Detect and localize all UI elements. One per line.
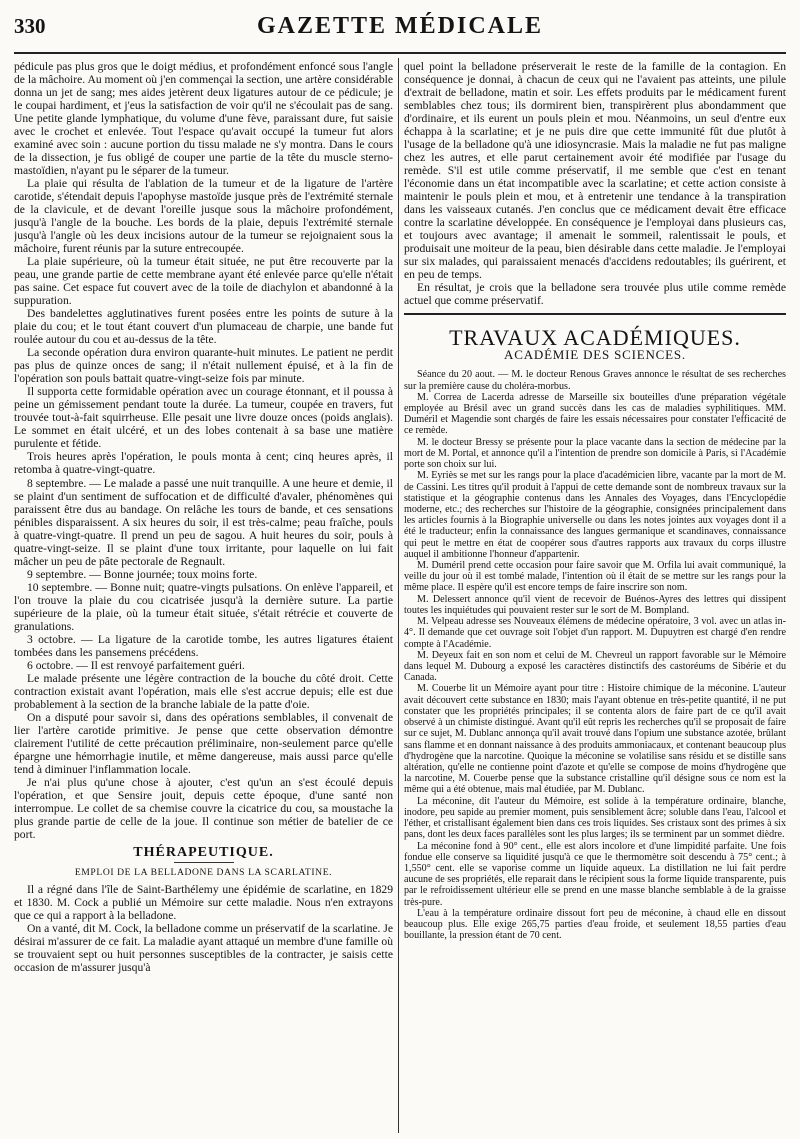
body-paragraph: Il a régné dans l'île de Saint-Barthélemy une épidémie de scarlatine, en 1829 et 1830. M. Cock a publié un Mémoire sur cette maladie. Nous n'en extrayons que ce qui a rapport à la belladone. bbox=[14, 882, 393, 922]
page-number: 330 bbox=[14, 14, 46, 38]
section-title-rule bbox=[174, 862, 234, 863]
small-paragraph: M. Deyeux fait en son nom et celui de M. Chevreul un rapport favorable sur le Mémoire dans lequel M. Dubourg a exposé les caractères distinctifs des castoréums de Sibérie et du Canada. bbox=[404, 649, 786, 684]
small-paragraph: M. Duméril prend cette occasion pour faire savoir que M. Orfila lui avait communiqué, la veille du jour où il est tombé malade, l'intention où il était de se mettre sur les rangs pour la même place. Il espère qu'il est encore temps de faire inscrire son nom. bbox=[404, 560, 786, 594]
section-subtitle: EMPLOI DE LA BELLADONE DANS LA SCARLATINE. bbox=[74, 866, 333, 878]
small-paragraph: M. Velpeau adresse ses Nouveaux élémens de médecine opératoire, 3 vol. avec un atlas in-4°. Il demande que cet ouvrage soit l'objet d'un rapport. M. Dupuytren est chargé d'en rendre compte à l'Académie. bbox=[404, 616, 786, 650]
journal-title: GAZETTE MÉDICALE bbox=[256, 13, 544, 39]
small-paragraph: M. Correa de Lacerda adresse de Marseille six bouteilles d'une préparation végétale employée au Brésil avec un grand succès dans les cas de maladies syphilitiques. MM. Duméril et Magendie sont chargés de faire les essais nécessaires pour constater l'efficacité de ce remède. bbox=[404, 391, 786, 437]
body-paragraph: Le malade présente une légère contraction de la bouche du côté droit. Cette contraction existait avant l'opération, mais elle s'est accrue depuis; elle est due probablement à la section de la branche labiale de la patte d'oie. bbox=[14, 671, 393, 711]
small-paragraph: La méconine fond à 90° cent., elle est alors incolore et d'une limpidité parfaite. Une fois fondue elle conserve sa liquidité jusqu'à ce que le thermomètre soit descendu à 75° cent.; à 1,550° cent. elle se vaporise comme un liquide aqueux. La distillation ne lui fait perdre aucune de ses propriétés, elle reparait dans le récipient sous la forme liquide transparente, puis par le refroidissement ultérieur elle se prend en une masse blanche semblable à de la graisse très-pure. bbox=[404, 840, 786, 908]
small-paragraph: L'eau à la température ordinaire dissout fort peu de méconine, à chaud elle en dissout beaucoup plus. Elle exige 265,75 parties d'eau froide, et seulement 18,55 parties d'eau bouillante, la pression étant de 70 cent. bbox=[404, 907, 786, 942]
body-paragraph: 6 octobre. — Il est renvoyé parfaitement guéri. bbox=[27, 658, 245, 672]
academy-proceedings bbox=[404, 369, 786, 941]
body-paragraph: quel point la belladone préserverait le reste de la famille de la contagion. En conséquence je donnai, à chacun de ceux qui ne l'avaient pas atteints, une pilule d'extrait de belladone, matin et soir. Les effets produits par le médicament furent semblables chez tous; ils dormirent bien, transpirèrent plus abondamment que d'ordinaire, et ils eurent un pouls plein et mou. Néanmoins, un seul d'entre eux échappa à la scarlatine; et je ne puis dire que cette immunité fût due plutôt à l'usage de la belladone qu'à une idiosyncrasie. Mais la maladie ne fut pas maligne chez les autres, et elle parut certainement avoir été modifiée par l'usage du remède. S'il est utile comme préservatif, il me semble que c'est en tenant l'économie dans un état incompatible avec la scarlatine; et cette action consiste à maintenir le pouls plein et mou, et à entretenir une tendance à la transpiration dans les vaisseaux cutanés. J'en conclus que ce médicament devait être efficace contre la scarlatine développée. En conséquence je l'employai dans plusieurs cas, et toujours avec avantage; il amenait le sommeil, ralentissait le pouls, et produisait une moiteur de la peau, bien désirable dans cette maladie. Je l'employai sur six malades, qui paraissaient menacés d'accidens redoutables; ils guérirent, et en peu de temps. bbox=[404, 60, 786, 282]
body-paragraph: pédicule pas plus gros que le doigt médius, et profondément enfoncé sous l'angle de la mâchoire. Au moment où j'en commençai la section, une artère considérable donna un jet de sang; mes aides jetèrent deux ligatures autour de ce pédicule; je le coupai hardiment, et j'eus la satisfaction de voir qu'il ne s'écoulait pas de sang. Une petite glande lymphatique, du volume d'une fève, paraissant dure, fut saisie avec le crochet et enlevée. Tout l'espace qu'avait occupé la tumeur fut alors examiné avec soin : aucune portion du tissu malade ne s'y montra. Dans le cours de la dissection, je fus obligé de couper une partie de la tête du muscle sterno-mastoïdien, n'ayant pu le séparer de la tumeur. bbox=[14, 60, 393, 178]
body-paragraph: Je n'ai plus qu'une chose à ajouter, c'est qu'un an s'est écoulé depuis l'opération, et que Sensire jouit, depuis cette époque, d'une santé non interrompue. Le collet de sa chemise couvre la cicatrice du cou, sa moustache la plus grande partie de celle de la joue. Il continue son métier de batelier de ce port. bbox=[14, 775, 393, 841]
left-column bbox=[14, 60, 393, 1133]
body-paragraph: 3 octobre. — La ligature de la carotide tombe, les autres ligatures étaient tombées dans les pansemens précédens. bbox=[14, 632, 393, 659]
small-paragraph: Séance du 20 aout. — M. le docteur Renous Graves annonce le résultat de ses recherches sur la première cause du choléra-morbus. bbox=[404, 369, 786, 392]
body-paragraph: La seconde opération dura environ quarante-huit minutes. Le patient ne perdit pas plus de quinze onces de sang; il n'était nullement épuisé, et à la fin de l'opération son pouls battait quatre-vingt-seize fois par minute. bbox=[14, 346, 393, 386]
section-title bbox=[14, 846, 393, 863]
section-heading: ACADÉMIE DES SCIENCES. bbox=[504, 347, 686, 363]
page-header bbox=[14, 8, 786, 48]
body-paragraph: On a vanté, dit M. Cock, la belladone comme un préservatif de la scarlatine. Je désirai m'assurer de ce fait. La maladie ayant attaqué un membre d'une famille où se trouvaient sept ou huit personnes susceptibles de la contracter, je saisis cette occasion de m'assurer jusqu'à bbox=[14, 922, 393, 975]
body-paragraph: Il supporta cette formidable opération avec un courage étonnant, et il poussa à peine un gémissement pendant toute la durée. La tumeur, coupée en travers, fut trouvée tout-à-fait squirrheuse. Elle pesait une livre douze onces (poids anglais). Le sommet en était ulcéré, et un des lobes contenait à sa base une matière purulente et fétide. bbox=[14, 385, 393, 451]
small-paragraph: M. Eyriès se met sur les rangs pour la place d'académicien libre, vacante par la mort de M. de Cassini. Les titres qu'il produit à l'appui de cette demande sont de nombreux travaux sur la statistique et la géographie contenus dans les Annales des Voyages, dans l'Encyclopédie moderne, etc.; des recherches sur l'histoire de la géographie, consignées principalement dans les articles fournis à la Biographie universelle ou dans les notes jointes aux voyages dont il a été le traducteur; enfin la connaissance des langues germanique et scandinaves, connaissance qui peut le mettre en état de coopérer sous d'autres rapports aux travaux du corps illustre auquel il ambitionne l'honneur d'appartenir. bbox=[404, 470, 786, 560]
title-rule-top bbox=[404, 313, 786, 315]
body-paragraph: 8 septembre. — Le malade a passé une nuit tranquille. A une heure et demie, il se plaint d'un sentiment de suffocation et de difficulté d'avaler, phénomènes qui paraissent être dus au bandage. On relâche les tours de bande, et ces sensations pénibles disparaissent. A six heures du soir, il est très-calme; peau fraîche, pouls à quatre-vingt-quatre. Il prend un peu de sagou. A huit heures du soir, pouls à quatre-vingt-seize. Il se plaint d'une toux irritante, pour laquelle on lui fait mâcher un peu de pâte pectorale de Regnault. bbox=[14, 476, 393, 568]
right-column bbox=[404, 60, 786, 1133]
header-rule bbox=[14, 52, 786, 54]
small-paragraph: M. le docteur Bressy se présente pour la place vacante dans la section de médecine par la mort de M. Portal, et annonce qu'il a l'intention de prendre son domicile à Paris, si l'Académie porte son choix sur lui. bbox=[404, 436, 786, 471]
body-paragraph: Des bandelettes agglutinatives furent posées entre les points de suture à la plaie du cou; et le tout étant couvert d'un plumaceau de charpie, une bande fut roulée autour du cou et au-dessus de la tête. bbox=[14, 307, 393, 347]
big-section-title: TRAVAUX ACADÉMIQUES. bbox=[449, 325, 741, 351]
body-paragraph: En résultat, je crois que la belladone sera trouvée plus utile comme remède actuel que comme préservatif. bbox=[404, 281, 786, 308]
small-paragraph: M. Couerbe lit un Mémoire ayant pour titre : Histoire chimique de la méconine. L'auteur avait découvert cette substance en 1830; mais l'ayant obtenue en très-petite quantité, il ne put constater que les propriétés principales; il se contenta alors de faire part de ce qu'il avait observé à un chimiste distingué. Avant qu'il eût repris les recherches qu'il se proposait de faire sur ce sujet, M. Dublanc annonça qu'il avait trouvé dans l'opium une substance azotée, brûlant sans flamme et en donnant naissance à des produits ammoniacaux, et contenant beaucoup plus d'hydrogène que la narcotine. Quoique la méconine se volatilise sans résidu et se distille sans altération, qu'elle ne contienne point d'azote et qu'elle se compose de moins d'hydrogène que la narcotine, M. Couerbe pense que la substance cristalline qu'il désigne sous ce nom est la même qui a été obtenue, mais mal étudiée, par M. Dublanc. bbox=[404, 683, 786, 796]
body-paragraph: 10 septembre. — Bonne nuit; quatre-vingts pulsations. On enlève l'appareil, et l'on trouve la plaie du cou cicatrisée jusqu'à la dernière suture. La partie supérieure de la plaie, où la tumeur était située, s'était rétrécie et couverte de granulations. bbox=[14, 580, 393, 633]
section-title-text: THÉRAPEUTIQUE. bbox=[133, 844, 274, 860]
body-paragraph: On a disputé pour savoir si, dans des opérations semblables, il convenait de lier l'artère carotide primitive. Je pense que cette observation démontre clairement l'utilité de cette précaution préliminaire, non-seulement parce qu'elle épargne une hémorrhagie inutile, et même dangereuse, mais aussi parce qu'elle tend à diminuer l'inflammation locale. bbox=[14, 710, 393, 776]
body-paragraph: 9 septembre. — Bonne journée; toux moins forte. bbox=[27, 567, 258, 581]
small-paragraph: M. Delessert annonce qu'il vient de recevoir de Buénos-Ayres des lettres qui dissipent toutes les inquiétudes qui pouvaient rester sur le sort de M. Bompland. bbox=[404, 593, 786, 616]
body-paragraph: La plaie supérieure, où la tumeur était située, ne put être recouverte par la peau, une grande partie de cette membrane ayant été enlevée parce qu'elle n'était pas saine. Cet espace fut couvert avec de la toile de diachylon et abandonné à la suppuration. bbox=[14, 255, 393, 308]
small-paragraph: La méconine, dit l'auteur du Mémoire, est solide à la température ordinaire, blanche, inodore, peu sapide au premier moment, puis sensiblement âcre; soluble dans l'eau, l'alcool et l'éther, et cristallisant également bien dans ces trois liquides. Ses cristaux sont des primes à six pans, dont les deux faces parallèles sont les plus larges; ils se terminent par un sommet dièdre. bbox=[404, 795, 786, 841]
body-paragraph: La plaie qui résulta de l'ablation de la tumeur et de la ligature de l'artère carotide, s'étendait depuis l'apophyse mastoïde jusque près de l'extrémité sternale de la clavicule, et de devant l'oreille jusque sous la mâchoire profondément, jusqu'à l'angle de la bouche. Les bords de la plaie, depuis l'extrémité sternale jusqu'à l'angle où les deux incisions autour de la tumeur se rejoignaient sous la mâchoire, furent réunis par la suture entrecoupée. bbox=[14, 177, 393, 256]
body-paragraph: Trois heures après l'opération, le pouls monta à cent; cinq heures après, il retomba à quatre-vingt-quatre. bbox=[14, 450, 393, 477]
column-divider bbox=[398, 58, 399, 1133]
